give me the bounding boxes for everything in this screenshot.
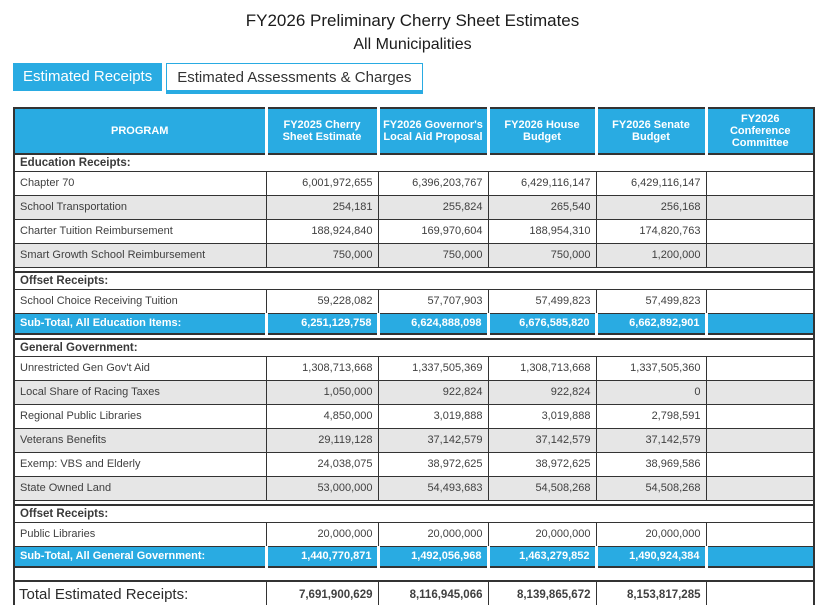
row-local-share-of-racing-taxes-value-2: 922,824 [488,380,596,404]
row-chapter-70-value-1: 6,396,203,767 [378,171,488,195]
row-public-libraries-value-2: 20,000,000 [488,522,596,546]
table-row-public-libraries [14,522,814,546]
subtotal-sub-total-all-general-government-value-1: 1,492,056,968 [378,546,488,567]
column-header-fy2026-conference-committee: FY2026 Conference Committee [706,108,814,154]
row-charter-tuition-reimbursement-value-2: 188,954,310 [488,219,596,243]
row-school-choice-receiving-tuition-label: School Choice Receiving Tuition [14,289,266,313]
page-title: FY2026 Preliminary Cherry Sheet Estimates [245,11,580,30]
row-state-owned-land-value-0: 53,000,000 [266,476,378,500]
subtotal-sub-total-all-education-items-value-1: 6,624,888,098 [378,313,488,334]
cherry-sheet-table [13,107,815,605]
subtotal-sub-total-all-general-government-label: Sub-Total, All General Government: [14,546,266,567]
subtotal-sub-total-all-general-government-value-0: 1,440,770,871 [266,546,378,567]
tab-estimated-assessments-charges[interactable]: Estimated Assessments & Charges [166,63,422,94]
row-smart-growth-school-reimbursement-value-0: 750,000 [266,243,378,267]
subtotal-sub-total-all-education-items-label: Sub-Total, All Education Items: [14,313,266,334]
row-school-choice-receiving-tuition-value-0: 59,228,082 [266,289,378,313]
row-smart-growth-school-reimbursement-value-1: 750,000 [378,243,488,267]
row-regional-public-libraries-value-0: 4,850,000 [266,404,378,428]
subtotal-row-sub-total-all-education-items [14,313,814,334]
row-local-share-of-racing-taxes-value-3: 0 [596,380,706,404]
column-header-row [14,108,814,154]
row-school-transportation-value-1: 255,824 [378,195,488,219]
table-row-smart-growth-school-reimbursement [14,243,814,267]
section-header-label: General Government: [14,339,814,356]
section-header-label: Education Receipts: [14,154,814,171]
section-header-row-offset-receipts [14,272,814,289]
table-row-veterans-benefits [14,428,814,452]
section-header-row-general-government [14,339,814,356]
total-value-4 [706,581,814,605]
subtotal-sub-total-all-education-items-value-3: 6,662,892,901 [596,313,706,334]
subtotal-sub-total-all-general-government-value-2: 1,463,279,852 [488,546,596,567]
tab-estimated-receipts[interactable]: Estimated Receipts [13,63,162,91]
total-value-3: 8,153,817,285 [596,581,706,605]
row-smart-growth-school-reimbursement-label: Smart Growth School Reimbursement [14,243,266,267]
row-chapter-70-value-2: 6,429,116,147 [488,171,596,195]
row-regional-public-libraries-value-2: 3,019,888 [488,404,596,428]
row-exemp-vbs-and-elderly-value-1: 38,972,625 [378,452,488,476]
section-spacer-cell [14,567,814,581]
row-charter-tuition-reimbursement-value-3: 174,820,763 [596,219,706,243]
row-school-transportation-label: School Transportation [14,195,266,219]
row-charter-tuition-reimbursement-value-0: 188,924,840 [266,219,378,243]
row-regional-public-libraries-label: Regional Public Libraries [14,404,266,428]
row-smart-growth-school-reimbursement-value-4 [706,243,814,267]
row-school-choice-receiving-tuition-value-2: 57,499,823 [488,289,596,313]
row-exemp-vbs-and-elderly-value-0: 24,038,075 [266,452,378,476]
subtotal-sub-total-all-general-government-value-4 [706,546,814,567]
column-header-fy2026-house-budget: FY2026 House Budget [488,108,596,154]
subtotal-sub-total-all-education-items-value-4 [706,313,814,334]
row-school-choice-receiving-tuition-value-3: 57,499,823 [596,289,706,313]
table-row-chapter-70 [14,171,814,195]
row-local-share-of-racing-taxes-value-1: 922,824 [378,380,488,404]
total-value-0: 7,691,900,629 [266,581,378,605]
column-header-fy2026-senate-budget: FY2026 Senate Budget [596,108,706,154]
row-unrestricted-gen-gov-t-aid-value-1: 1,337,505,369 [378,356,488,380]
row-smart-growth-school-reimbursement-value-3: 1,200,000 [596,243,706,267]
row-unrestricted-gen-gov-t-aid-label: Unrestricted Gen Gov't Aid [14,356,266,380]
table-row-state-owned-land [14,476,814,500]
row-local-share-of-racing-taxes-value-4 [706,380,814,404]
total-value-1: 8,116,945,066 [378,581,488,605]
row-state-owned-land-value-2: 54,508,268 [488,476,596,500]
row-school-transportation-value-2: 265,540 [488,195,596,219]
row-public-libraries-value-4 [706,522,814,546]
row-veterans-benefits-value-2: 37,142,579 [488,428,596,452]
section-header-row-education-receipts [14,154,814,171]
row-veterans-benefits-label: Veterans Benefits [14,428,266,452]
row-school-transportation-value-3: 256,168 [596,195,706,219]
row-state-owned-land-value-3: 54,508,268 [596,476,706,500]
table-body [14,154,814,605]
tab-bar [13,63,825,94]
row-exemp-vbs-and-elderly-label: Exemp: VBS and Elderly [14,452,266,476]
row-state-owned-land-value-1: 54,493,683 [378,476,488,500]
row-chapter-70-label: Chapter 70 [14,171,266,195]
row-state-owned-land-label: State Owned Land [14,476,266,500]
row-state-owned-land-value-4 [706,476,814,500]
section-header-label: Offset Receipts: [14,505,814,522]
row-exemp-vbs-and-elderly-value-2: 38,972,625 [488,452,596,476]
row-smart-growth-school-reimbursement-value-2: 750,000 [488,243,596,267]
subtotal-sub-total-all-education-items-value-2: 6,676,585,820 [488,313,596,334]
page-subtitle: All Municipalities [353,36,472,53]
total-label: Total Estimated Receipts: [14,581,266,605]
column-header-fy2025-cherry-sheet-estimate: FY2025 Cherry Sheet Estimate [266,108,378,154]
table-row-school-transportation [14,195,814,219]
row-regional-public-libraries-value-4 [706,404,814,428]
row-veterans-benefits-value-0: 29,119,128 [266,428,378,452]
row-public-libraries-value-1: 20,000,000 [378,522,488,546]
row-school-transportation-value-0: 254,181 [266,195,378,219]
row-school-choice-receiving-tuition-value-4 [706,289,814,313]
row-veterans-benefits-value-3: 37,142,579 [596,428,706,452]
row-local-share-of-racing-taxes-label: Local Share of Racing Taxes [14,380,266,404]
table-row-unrestricted-gen-gov-t-aid [14,356,814,380]
subtotal-sub-total-all-general-government-value-3: 1,490,924,384 [596,546,706,567]
total-row [14,581,814,605]
total-value-2: 8,139,865,672 [488,581,596,605]
row-veterans-benefits-value-1: 37,142,579 [378,428,488,452]
row-chapter-70-value-0: 6,001,972,655 [266,171,378,195]
table-row-regional-public-libraries [14,404,814,428]
row-exemp-vbs-and-elderly-value-3: 38,969,586 [596,452,706,476]
row-school-choice-receiving-tuition-value-1: 57,707,903 [378,289,488,313]
row-chapter-70-value-4 [706,171,814,195]
table-row-school-choice-receiving-tuition [14,289,814,313]
row-public-libraries-label: Public Libraries [14,522,266,546]
table-header [14,108,814,154]
row-regional-public-libraries-value-3: 2,798,591 [596,404,706,428]
row-unrestricted-gen-gov-t-aid-value-4 [706,356,814,380]
subtotal-sub-total-all-education-items-value-0: 6,251,129,758 [266,313,378,334]
row-veterans-benefits-value-4 [706,428,814,452]
row-public-libraries-value-0: 20,000,000 [266,522,378,546]
row-regional-public-libraries-value-1: 3,019,888 [378,404,488,428]
section-header-row-offset-receipts [14,505,814,522]
table-row-local-share-of-racing-taxes [14,380,814,404]
row-exemp-vbs-and-elderly-value-4 [706,452,814,476]
row-unrestricted-gen-gov-t-aid-value-3: 1,337,505,360 [596,356,706,380]
column-header-fy2026-governor-s-local-aid-proposal: FY2026 Governor's Local Aid Proposal [378,108,488,154]
row-chapter-70-value-3: 6,429,116,147 [596,171,706,195]
section-spacer [14,567,814,581]
row-unrestricted-gen-gov-t-aid-value-2: 1,308,713,668 [488,356,596,380]
row-school-transportation-value-4 [706,195,814,219]
row-local-share-of-racing-taxes-value-0: 1,050,000 [266,380,378,404]
section-header-label: Offset Receipts: [14,272,814,289]
row-public-libraries-value-3: 20,000,000 [596,522,706,546]
subtotal-row-sub-total-all-general-government [14,546,814,567]
page-header [0,0,825,56]
row-charter-tuition-reimbursement-value-1: 169,970,604 [378,219,488,243]
table-row-charter-tuition-reimbursement [14,219,814,243]
row-charter-tuition-reimbursement-value-4 [706,219,814,243]
row-unrestricted-gen-gov-t-aid-value-0: 1,308,713,668 [266,356,378,380]
column-header-program: PROGRAM [14,108,266,154]
table-row-exemp-vbs-and-elderly [14,452,814,476]
row-charter-tuition-reimbursement-label: Charter Tuition Reimbursement [14,219,266,243]
